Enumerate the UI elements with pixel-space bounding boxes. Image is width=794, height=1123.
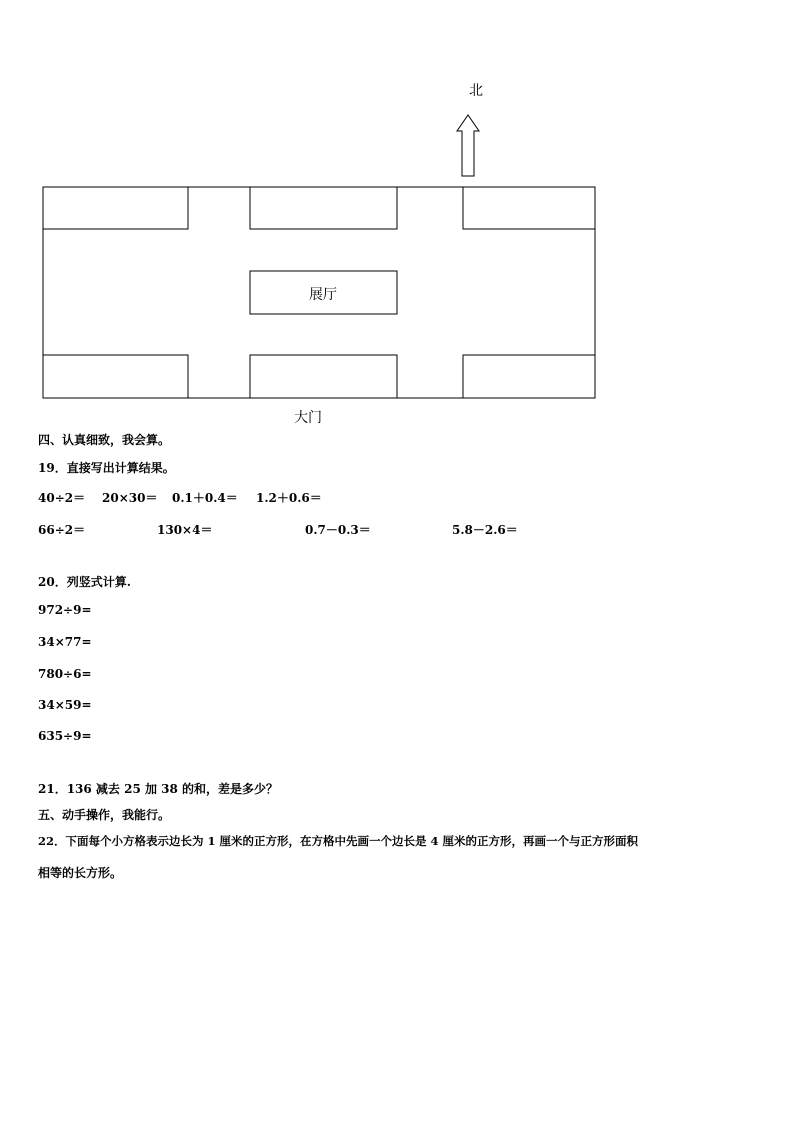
- building-top-left: [43, 187, 188, 229]
- exhibition-hall-label: 展厅: [309, 287, 337, 303]
- q19-item: 20×30＝: [102, 491, 158, 505]
- q21-text: 21．136 减去 25 加 38 的和，差是多少？: [38, 782, 279, 796]
- q20-item: 780÷6=: [38, 667, 92, 681]
- building-bottom-middle: [250, 355, 397, 398]
- q20-item: 34×77=: [38, 635, 92, 649]
- building-bottom-left: [43, 355, 188, 398]
- building-bottom-right: [463, 355, 595, 398]
- q19-item: 0.7－0.3＝: [305, 523, 371, 537]
- section5-heading: 五、动手操作，我能行。: [38, 808, 171, 822]
- q19-item: 5.8－2.6＝: [452, 523, 518, 537]
- section4-heading: 四、认真细致，我会算。: [38, 433, 171, 447]
- building-top-right: [463, 187, 595, 229]
- q20-item: 635÷9=: [38, 729, 92, 743]
- q22-text-line1: 22．下面每个小方格表示边长为 1 厘米的正方形，在方格中先画一个边长是 4 厘米的正方形，再画一个与正方形面积: [38, 834, 639, 848]
- q19-item: 66÷2＝: [38, 523, 86, 537]
- north-arrow-icon: [457, 115, 479, 176]
- q19-item: 0.1＋0.4＝: [172, 491, 238, 505]
- q19-title: 19．直接写出计算结果。: [38, 461, 175, 475]
- q20-item: 972÷9=: [38, 603, 92, 617]
- q20-item: 34×59=: [38, 698, 92, 712]
- q22-text-line2: 相等的长方形。: [38, 866, 123, 880]
- north-label: 北: [469, 83, 483, 99]
- q19-item: 130×4＝: [157, 523, 213, 537]
- building-top-middle: [250, 187, 397, 229]
- exhibition-map: [0, 0, 794, 420]
- gate-label: 大门: [294, 410, 322, 426]
- q19-item: 1.2＋0.6＝: [256, 491, 322, 505]
- q20-title: 20．列竖式计算.: [38, 575, 131, 589]
- q19-item: 40÷2＝: [38, 491, 86, 505]
